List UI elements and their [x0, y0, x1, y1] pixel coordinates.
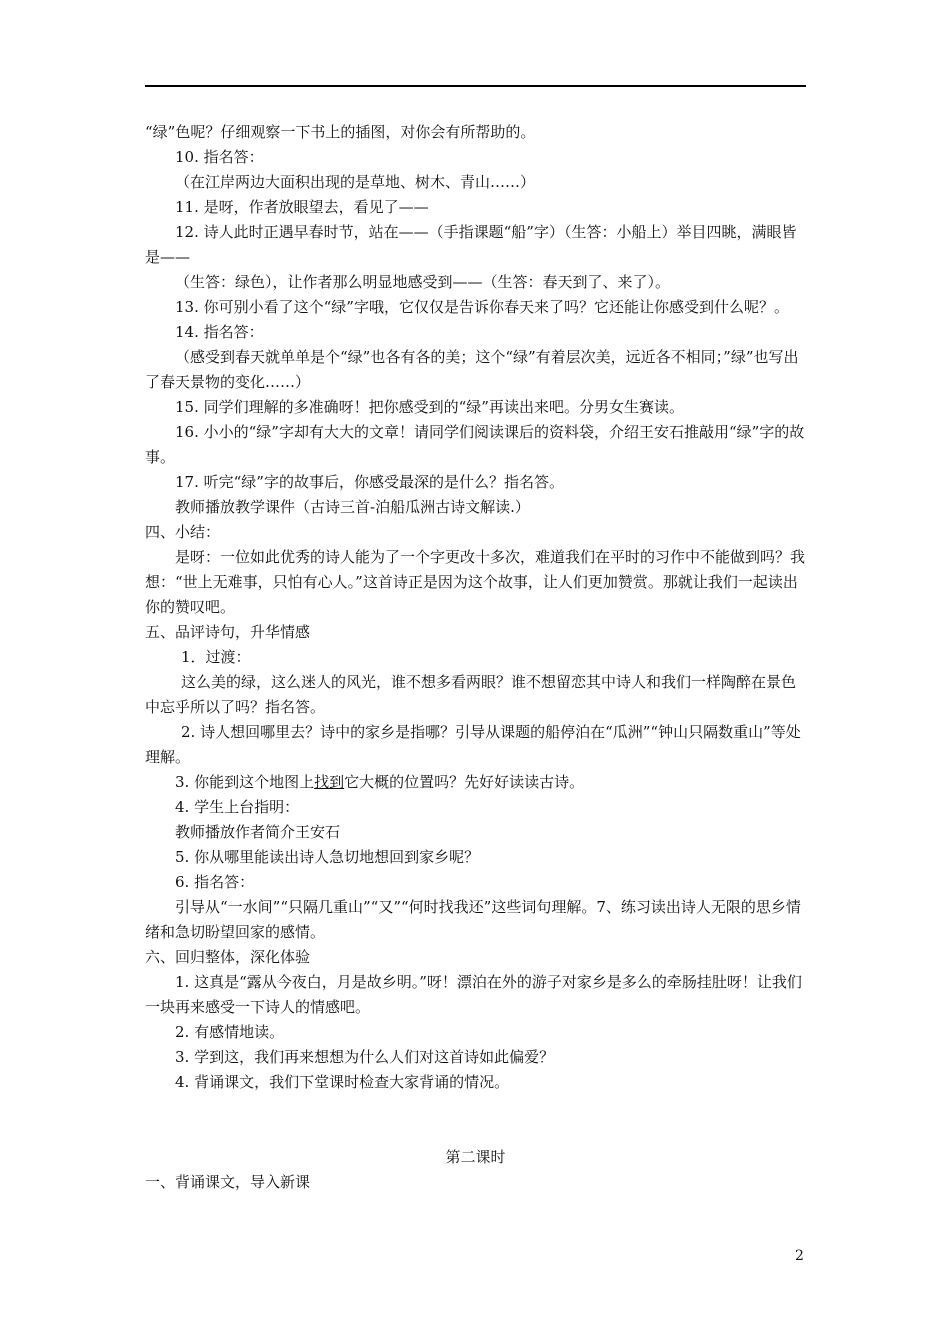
paragraph-text: 它大概的位置吗？先好好读读古诗。	[344, 773, 585, 791]
paragraph: 5. 你从哪里能读出诗人急切地想回到家乡呢？	[175, 848, 480, 866]
section-heading: 五、品评诗句，升华情感	[145, 623, 311, 641]
paragraph: 16. 小小的“绿”字却有大大的文章！请同学们阅读课后的资料袋，介绍王安石推敲用“绿”字的故事。	[145, 423, 805, 466]
paragraph: 13. 你可别小看了这个“绿”字哦，它仅仅是告诉你春天来了吗？它还能让你感受到什么呢？。	[175, 298, 789, 316]
section-heading: 四、小结：	[145, 523, 221, 541]
paragraph: 2. 有感情地读。	[175, 1023, 285, 1041]
paragraph: 14. 指名答：	[175, 323, 264, 341]
paragraph	[145, 770, 806, 795]
paragraph: 2. 诗人想回哪里去？诗中的家乡是指哪？引导从课题的船停泊在“瓜洲”“钟山只隔数重山”等处理解。	[145, 723, 801, 766]
section-heading: 一、背诵课文，导入新课	[145, 1173, 311, 1191]
section-heading: 六、回归整体，深化体验	[145, 948, 311, 966]
paragraph: 3. 学到这，我们再来想想为什么人们对这首诗如此偏爱？	[175, 1048, 555, 1066]
paragraph: 教师播放作者简介王安石	[175, 823, 341, 841]
paragraph: 教师播放教学课件（古诗三首-泊船瓜洲古诗文解读.）	[175, 498, 530, 516]
header-rule	[145, 85, 806, 87]
paragraph: 6. 指名答：	[175, 873, 255, 891]
paragraph: 12. 诗人此时正遇早春时节，站在——（手指课题“船”字）（生答：小船上）举目四眺，满眼皆是——	[145, 223, 797, 266]
paragraph: （感受到春天就单单是个“绿”也各有各的美；这个“绿”有着层次美，远近各不相同；”绿”也写出了春天景物的变化……）	[145, 348, 799, 391]
document-body	[145, 120, 806, 1195]
paragraph: 这么美的绿，这么迷人的风光，谁不想多看两眼？谁不想留恋其中诗人和我们一样陶醉在景色中忘乎所以了吗？指名答。	[145, 673, 797, 716]
underlined-text: 找到	[314, 773, 345, 791]
paragraph: 引导从“一水间”“只隔几重山”“又”“何时找我还”这些词句理解。7、练习读出诗人无限的思乡情绪和急切盼望回家的感情。	[145, 898, 801, 941]
paragraph: 4. 学生上台指明：	[175, 798, 300, 816]
paragraph: 17. 听完“绿”字的故事后，你感受最深的是什么？指名答。	[175, 473, 564, 491]
lesson-title: 第二课时	[445, 1148, 506, 1166]
paragraph: 1．过渡：	[181, 648, 251, 666]
paragraph: 4. 背诵课文，我们下堂课时检查大家背诵的情况。	[175, 1073, 510, 1091]
spacer	[145, 1095, 806, 1145]
page-number: 2	[795, 1248, 804, 1264]
paragraph: 10. 指名答：	[175, 148, 264, 166]
paragraph: 是呀：一位如此优秀的诗人能为了一个字更改十多次，难道我们在平时的习作中不能做到吗？我想：“世上无难事，只怕有心人。”这首诗正是因为这个故事，让人们更加赞赏。那就让我们一起读出你的赞叹吧。	[145, 548, 806, 616]
paragraph: 11. 是呀，作者放眼望去，看见了——	[175, 198, 429, 216]
paragraph: （在江岸两边大面积出现的是草地、树木、青山……）	[175, 173, 536, 191]
paragraph: 1. 这真是“露从今夜白，月是故乡明。”呀！漂泊在外的游子对家乡是多么的牵肠挂肚呀！让我们一块再来感受一下诗人的情感吧。	[145, 973, 802, 1016]
paragraph: （生答：绿色），让作者那么明显地感受到——（生答：春天到了、来了）。	[175, 273, 671, 291]
paragraph: 15. 同学们理解的多准确呀！把你感受到的“绿”再读出来吧。分男女生赛读。	[175, 398, 684, 416]
paragraph-text: 3. 你能到这个地图上	[175, 773, 315, 791]
paragraph: “绿”色呢？仔细观察一下书上的插图，对你会有所帮助的。	[145, 123, 536, 141]
